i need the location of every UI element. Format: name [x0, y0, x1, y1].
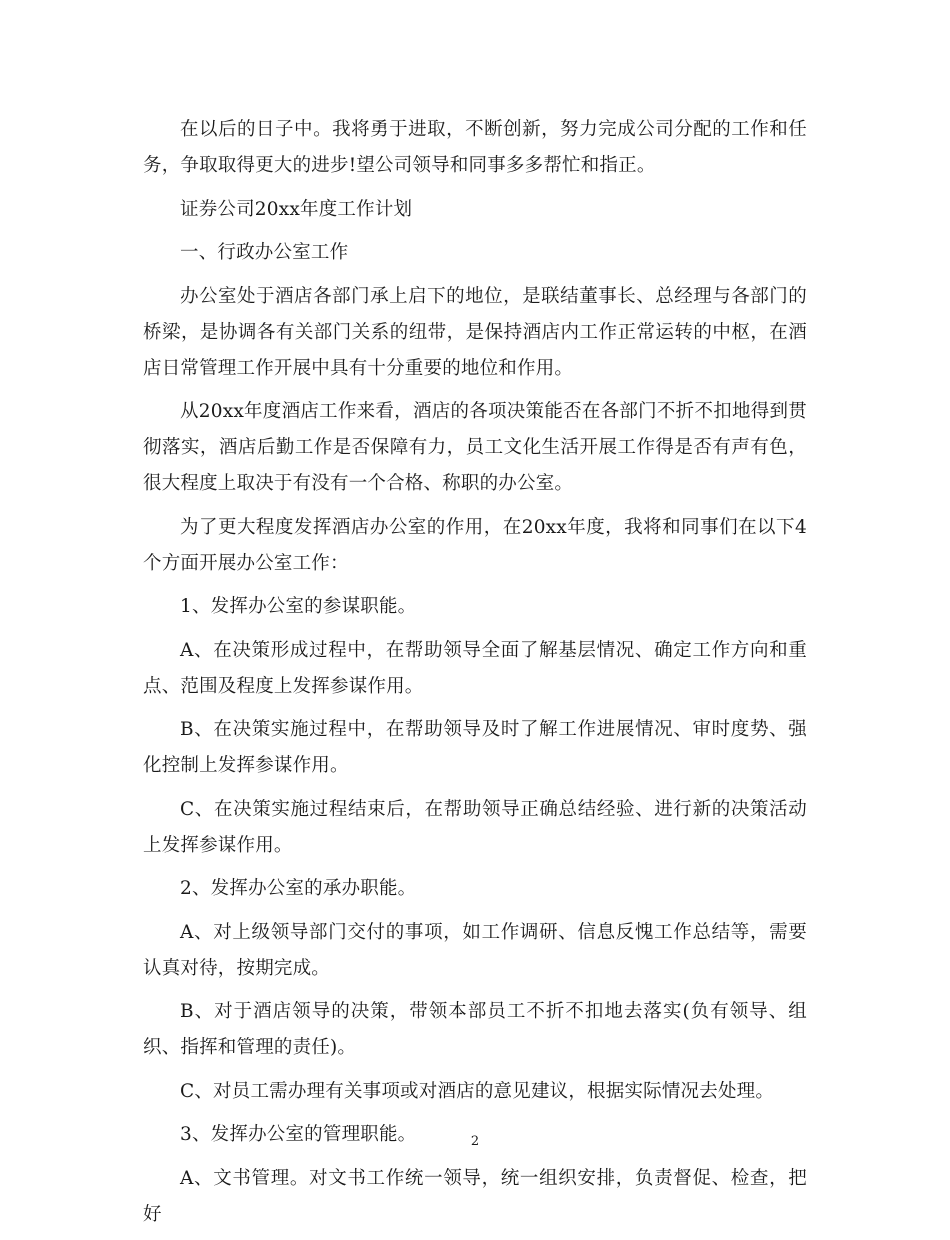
list-item: B、对于酒店领导的决策，带领本部员工不折不扣地去落实(负有领导、组织、指挥和管理的责任)。: [143, 1001, 807, 1058]
document-body: [143, 112, 807, 1240]
paragraph: 为了更大程度发挥酒店办公室的作用，在20xx年度，我将和同事们在以下4个方面开展办公室工作：: [143, 516, 807, 574]
list-item: C、在决策实施过程结束后，在帮助领导正确总结经验、进行新的决策活动上发挥参谋作用。: [143, 798, 807, 856]
list-heading: 1、发挥办公室的参谋职能。: [180, 596, 417, 617]
paragraph: 办公室处于酒店各部门承上启下的地位，是联结董事长、总经理与各部门的桥梁，是协调各有关部门关系的纽带，是保持酒店内工作正常运转的中枢，在酒店日常管理工作开展中具有十分重要的地位和作用。: [143, 285, 807, 379]
list-heading: 2、发挥办公室的承办职能。: [180, 878, 417, 899]
section-heading: 一、行政办公室工作: [180, 242, 349, 263]
list-item: A、在决策形成过程中，在帮助领导全面了解基层情况、确定工作方向和重点、范围及程度上发挥参谋作用。: [143, 639, 807, 697]
list-item: A、文书管理。对文书工作统一领导，统一组织安排，负责督促、检查，把好: [143, 1167, 807, 1225]
list-item: A、对上级领导部门交付的事项，如工作调研、信息反愧工作总结等，需要认真对待，按期完成。: [143, 921, 807, 979]
paragraph: 在以后的日子中。我将勇于进取，不断创新，努力完成公司分配的工作和任务，争取取得更大的进步!望公司领导和同事多多帮忙和指正。: [143, 119, 807, 176]
list-item: B、在决策实施过程中，在帮助领导及时了解工作进展情况、审时度势、强化控制上发挥参谋作用。: [143, 719, 807, 776]
paragraph: 从20xx年度酒店工作来看，酒店的各项决策能否在各部门不折不扣地得到贯彻落实，酒店后勤工作是否保障有力，员工文化生活开展工作得是否有声有色，很大程度上取决于有没有一个合格、称职的办公室。: [143, 401, 807, 494]
page-number: 2: [470, 1134, 480, 1149]
list-heading: 3、发挥办公室的管理职能。: [180, 1124, 417, 1145]
section-title: 证券公司20xx年度工作计划: [180, 198, 413, 220]
list-item: C、对员工需办理有关事项或对酒店的意见建议，根据实际情况去处理。: [180, 1080, 775, 1102]
